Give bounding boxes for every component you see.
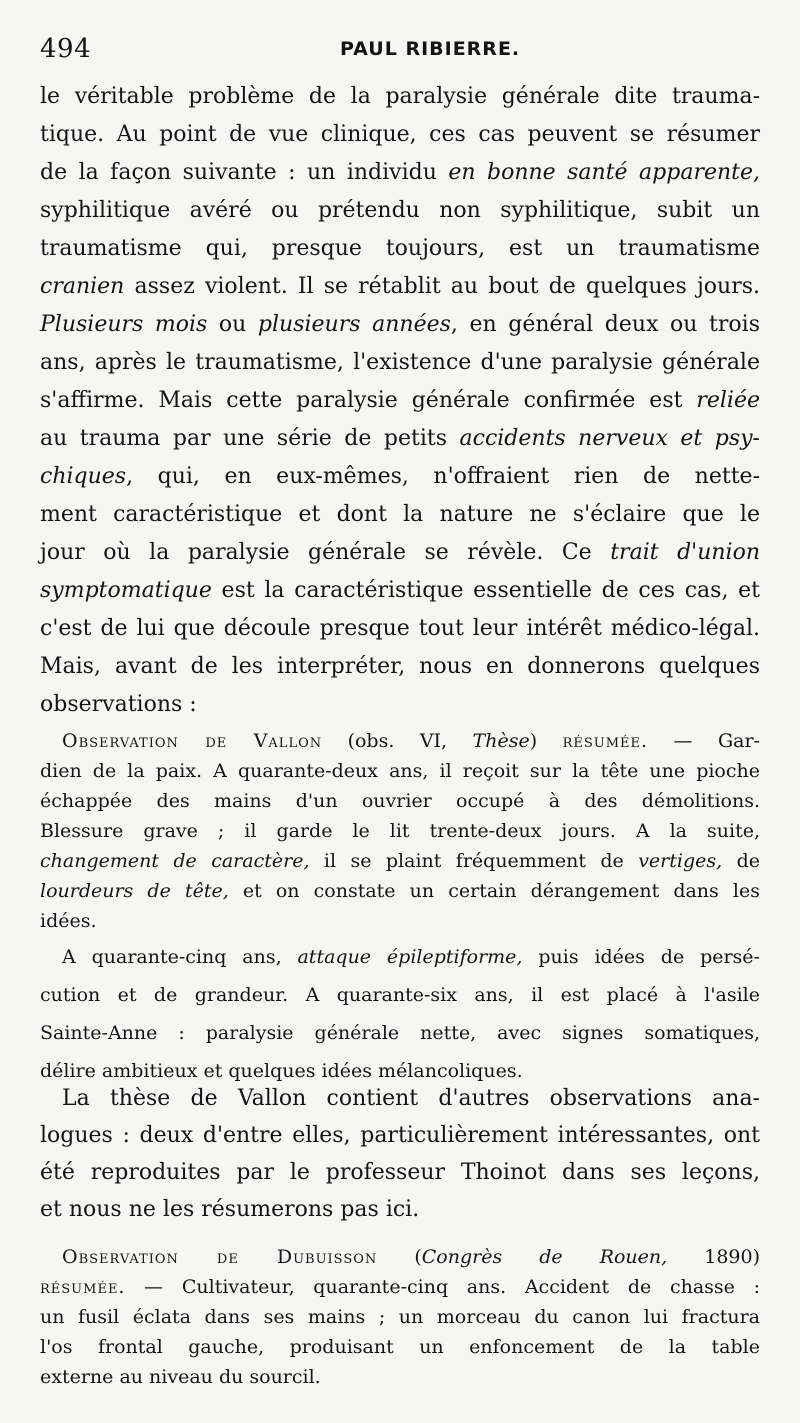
text-line: externe au niveau du sourcil.	[40, 1366, 321, 1388]
text-line	[40, 458, 760, 496]
text-span: assez violent. Il se rétablit au bout de quelques jours.	[124, 274, 760, 299]
text-line: été reproduites par le professeur Thoinot dans ses leçons,	[40, 1160, 760, 1185]
text-line: le véritable problème de la paralysie générale dite trauma-	[40, 84, 760, 109]
text-line	[40, 1272, 760, 1302]
text-span: — Gar-	[648, 730, 760, 752]
text-line: un fusil éclata dans ses mains ; un morceau du canon lui fractura	[40, 1306, 760, 1328]
text-span: ou	[207, 312, 258, 337]
text-line: tique. Au point de vue clinique, ces cas peuvent se résumer	[40, 122, 760, 147]
text-line	[40, 1242, 760, 1272]
italic-span: reliée	[696, 388, 760, 413]
text-span: est la caractéristique essentielle de ces cas, et	[211, 578, 760, 603]
page-number: 494	[40, 34, 92, 64]
text-line	[40, 154, 760, 192]
text-line: idées.	[40, 910, 97, 932]
text-line: Sainte-Anne : paralysie générale nette, avec signes somatiques,	[40, 1022, 760, 1044]
text-span: de la façon suivante : un individu	[40, 160, 449, 185]
text-span: jour où la paralysie générale se révèle. Ce	[40, 540, 611, 565]
text-span: de	[722, 850, 760, 872]
text-span: s'affirme. Mais cette paralysie générale confirmée est	[40, 388, 697, 413]
text-line	[40, 306, 760, 344]
observation-vallon	[40, 726, 760, 936]
text-span: — Cultivateur, quarante-cinq ans. Accident de chasse :	[125, 1276, 760, 1298]
paragraph-thesis	[40, 1080, 760, 1228]
italic-span: Congrès de Rouen,	[421, 1246, 668, 1268]
text-line	[40, 876, 760, 906]
italic-span: changement de caractère,	[40, 850, 310, 872]
observation-dubuisson	[40, 1242, 760, 1392]
observation-title: Observation de Vallon	[62, 730, 323, 752]
text-span: , en général deux ou trois	[450, 312, 760, 337]
italic-span: cranien	[40, 274, 125, 299]
text-line: logues : deux d'entre elles, particulièrement intéressantes, ont	[40, 1123, 760, 1148]
text-line: et nous ne les résumerons pas ici.	[40, 1197, 420, 1222]
text-line	[40, 726, 760, 756]
text-line: La thèse de Vallon contient d'autres observations ana-	[62, 1086, 760, 1111]
page-header	[40, 34, 760, 74]
text-line: Mais, avant de les interpréter, nous en donnerons quelques	[40, 654, 760, 679]
text-span: au trauma par une série de petits	[40, 426, 460, 451]
text-line	[40, 938, 760, 976]
text-line: ment caractéristique et dont la nature ne s'éclaire que le	[40, 502, 760, 527]
text-line: observations :	[40, 692, 197, 717]
text-span: A quarante-cinq ans,	[62, 946, 298, 968]
text-span: (	[377, 1246, 422, 1268]
text-span: 1890)	[667, 1246, 761, 1268]
italic-span: Plusieurs mois	[40, 312, 208, 337]
italic-span: Thèse	[472, 730, 530, 752]
text-line	[40, 268, 760, 306]
text-line: échappée des mains d'un ouvrier occupé à des démolitions.	[40, 790, 760, 812]
summary-label: résumée.	[562, 730, 649, 752]
text-line: Blessure grave ; il garde le lit trente-deux jours. A la suite,	[40, 820, 760, 842]
text-line: c'est de lui que découle presque tout leur intérêt médico-légal.	[40, 616, 760, 641]
text-span: , qui, en eux-mêmes, n'offraient rien de nette-	[126, 464, 760, 489]
paragraph-intro	[40, 78, 760, 724]
italic-span: attaque épileptiforme,	[297, 946, 523, 968]
italic-span: vertiges,	[638, 850, 723, 872]
italic-span: symptomatique	[40, 578, 212, 603]
text-line	[40, 382, 760, 420]
text-span: )	[529, 730, 563, 752]
text-line: ans, après le traumatisme, l'existence d'une paralysie générale	[40, 350, 760, 375]
text-line	[40, 846, 760, 876]
text-line: délire ambitieux et quelques idées mélancoliques.	[40, 1060, 523, 1082]
text-line: l'os frontal gauche, produisant un enfoncement de la table	[40, 1336, 760, 1358]
text-line: traumatisme qui, presque toujours, est un traumatisme	[40, 236, 760, 261]
text-span: il se plaint fréquemment de	[309, 850, 639, 872]
italic-span: accidents nerveux et psy-	[459, 426, 760, 451]
text-line	[40, 420, 760, 458]
observation-vallon-continued	[40, 938, 760, 1090]
text-line: syphilitique avéré ou prétendu non syphilitique, subit un	[40, 198, 760, 223]
observation-title: Observation de Dubuisson	[62, 1246, 378, 1268]
italic-span: trait d'union	[610, 540, 760, 565]
text-span: puis idées de persé-	[522, 946, 760, 968]
text-span: et on constate un certain dérangement dans les	[228, 880, 760, 902]
text-line	[40, 572, 760, 610]
italic-span: chiques	[40, 464, 127, 489]
italic-span: lourdeurs de tête,	[40, 880, 229, 902]
text-span: (obs. VI,	[322, 730, 473, 752]
summary-label: résumée.	[40, 1276, 126, 1298]
italic-span: en bonne santé apparente,	[448, 160, 760, 185]
italic-span: plusieurs années	[257, 312, 451, 337]
text-line: cution et de grandeur. A quarante-six ans, il est placé à l'asile	[40, 984, 760, 1006]
text-line: dien de la paix. A quarante-deux ans, il reçoit sur la tête une pioche	[40, 760, 760, 782]
running-head: PAUL RIBIERRE.	[340, 38, 521, 60]
text-line	[40, 534, 760, 572]
